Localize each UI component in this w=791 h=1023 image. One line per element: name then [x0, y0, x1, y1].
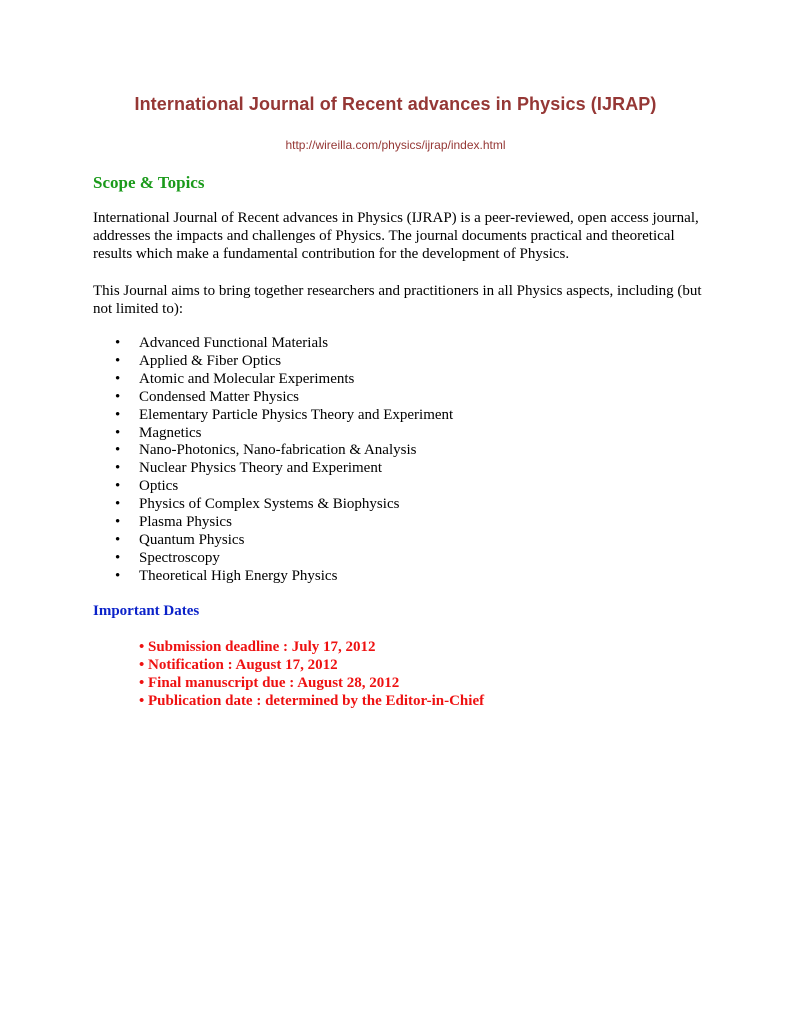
bullet-icon: •	[115, 478, 121, 495]
date-item-notification: • Notification : August 17, 2012	[139, 657, 338, 673]
list-item	[93, 460, 453, 478]
topic-label: Elementary Particle Physics Theory and Experiment	[139, 406, 454, 423]
list-item	[93, 425, 453, 443]
scope-paragraph-intro: International Journal of Recent advances in Physics (IJRAP) is a peer-reviewed, open access journal, addresses the impacts and challenges of Physics. The journal documents practical and theoretical results which make a fundamental contribution for the development of Physics.	[93, 210, 699, 262]
bullet-icon: •	[115, 406, 121, 423]
topic-label: Advanced Functional Materials	[139, 335, 329, 351]
topic-label: Nano-Photonics, Nano-fabrication & Analysis	[139, 442, 417, 459]
bullet-icon: •	[115, 531, 121, 548]
topic-label: Optics	[139, 478, 179, 495]
bullet-icon: •	[115, 352, 121, 369]
topic-label: Plasma Physics	[139, 514, 232, 531]
topic-label: Spectroscopy	[139, 549, 220, 566]
scope-paragraph-aims: This Journal aims to bring together researchers and practitioners in all Physics aspects, including (but not limited to):	[93, 283, 702, 317]
list-item	[93, 389, 453, 407]
journal-title: International Journal of Recent advances in Physics (IJRAP)	[134, 94, 657, 114]
list-item	[93, 335, 453, 353]
topic-label: Applied & Fiber Optics	[139, 352, 282, 369]
important-dates-list	[139, 638, 484, 710]
bullet-icon: •	[115, 442, 121, 459]
bullet-icon: •	[115, 388, 121, 405]
list-item	[93, 442, 453, 460]
bullet-icon: •	[115, 514, 121, 531]
topic-label: Atomic and Molecular Experiments	[139, 370, 355, 387]
topic-label: Theoretical High Energy Physics	[139, 567, 338, 584]
scope-heading: Scope & Topics	[93, 173, 205, 192]
list-item	[93, 478, 453, 496]
list-item	[93, 550, 453, 568]
topics-list	[93, 335, 453, 586]
date-item-publication: • Publication date : determined by the Editor-in-Chief	[139, 693, 485, 709]
date-item-final-manuscript: • Final manuscript due : August 28, 2012	[139, 675, 400, 691]
list-item	[93, 514, 453, 532]
bullet-icon: •	[115, 424, 121, 441]
date-item-submission: • Submission deadline : July 17, 2012	[139, 639, 376, 655]
topic-label: Nuclear Physics Theory and Experiment	[139, 460, 382, 477]
bullet-icon: •	[115, 549, 121, 566]
topic-label: Physics of Complex Systems & Biophysics	[139, 496, 400, 513]
journal-url: http://wireilla.com/physics/ijrap/index.html	[285, 138, 506, 152]
list-item	[93, 532, 453, 550]
bullet-icon: •	[115, 370, 121, 387]
list-item	[93, 353, 453, 371]
list-item	[93, 568, 453, 586]
bullet-icon: •	[115, 567, 121, 584]
list-item	[93, 371, 453, 389]
bullet-icon: •	[115, 496, 121, 513]
topic-label: Condensed Matter Physics	[139, 388, 299, 405]
topic-label: Magnetics	[139, 424, 202, 441]
topic-label: Quantum Physics	[139, 531, 245, 548]
bullet-icon: •	[115, 460, 121, 477]
bullet-icon: •	[115, 335, 121, 351]
list-item	[93, 407, 453, 425]
important-dates-heading: Important Dates	[93, 603, 200, 619]
list-item	[93, 496, 453, 514]
